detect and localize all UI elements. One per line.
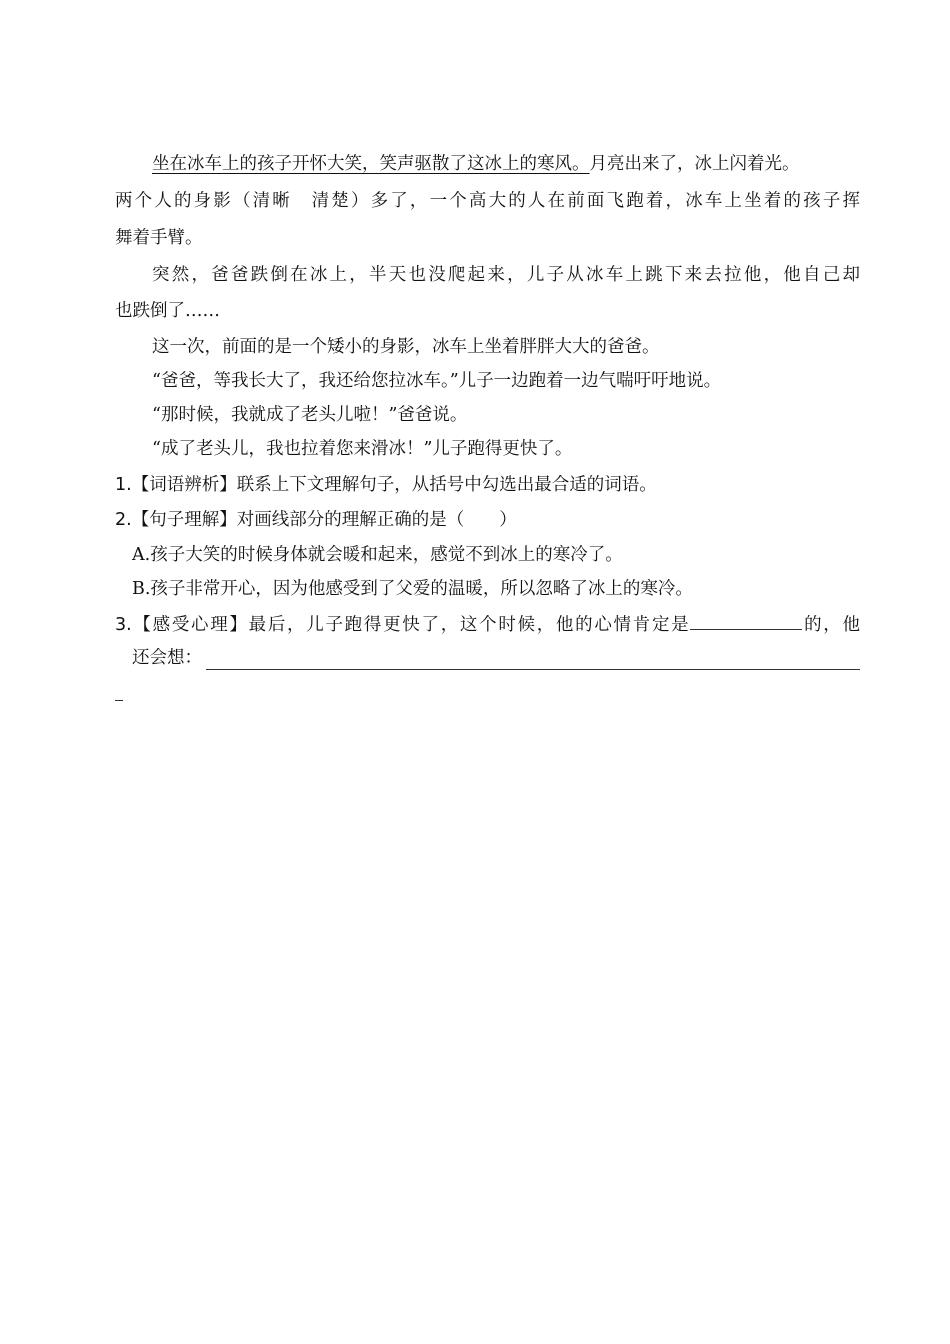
passage-line-9: “成了老头儿，我也拉着您来滑冰！”儿子跑得更快了。	[152, 439, 573, 459]
question-3	[115, 611, 860, 637]
question-3-continuation-text: 还会想：	[132, 648, 202, 668]
passage-line-5: 也跌倒了……	[115, 301, 220, 321]
question-2	[115, 508, 860, 532]
question-3-text: 最后，儿子跑得更快了，这个时候，他的心情肯定是	[248, 615, 691, 635]
question-1-label: 1.【词语辨析】	[115, 475, 237, 495]
passage-line-3: 舞着手臂。	[115, 228, 203, 248]
question-1-text: 联系上下文理解句子，从括号中勾选出最合适的词语。	[236, 475, 657, 495]
question-1	[115, 473, 860, 497]
question-3-text-tail: 的，他	[802, 615, 861, 635]
question-2-text: 对画线部分的理解正确的是（ ）	[236, 510, 517, 530]
option-a[interactable]: A.孩子大笑的时候身体就会暖和起来，感觉不到冰上的寒冷了。	[132, 545, 623, 565]
underlined-sentence: 坐在冰车上的孩子开怀大笑，笑声驱散了这冰上的寒风。	[152, 154, 590, 174]
passage-line-7: “爸爸，等我长大了，我还给您拉冰车。”儿子一边跑着一边气喘吁吁地说。	[152, 371, 722, 391]
answer-line-tail	[115, 700, 123, 701]
thought-answer-blank[interactable]	[206, 651, 860, 670]
question-3-label: 3.【感受心理】	[115, 615, 249, 635]
passage-line-8: “那时候，我就成了老头儿啦！”爸爸说。	[152, 405, 468, 425]
question-2-label: 2.【句子理解】	[115, 510, 237, 530]
option-b[interactable]: B.孩子非常开心，因为他感受到了父爱的温暖，所以忽略了冰上的寒冷。	[132, 579, 693, 599]
passage-line-1	[152, 152, 860, 176]
passage-line-4: 突然，爸爸跌倒在冰上，半天也没爬起来，儿子从冰车上跳下来去拉他，他自己却	[152, 265, 860, 285]
passage-text: 月亮出来了，冰上闪着光。	[589, 154, 800, 174]
passage-line-2: 两个人的身影（清晰 清楚）多了，一个高大的人在前面飞跑着，冰车上坐着的孩子挥	[115, 191, 860, 211]
question-3-continuation	[132, 646, 860, 670]
mood-answer-blank[interactable]	[690, 611, 802, 630]
passage-line-6: 这一次，前面的是一个矮小的身影，冰车上坐着胖胖大大的爸爸。	[152, 337, 660, 357]
